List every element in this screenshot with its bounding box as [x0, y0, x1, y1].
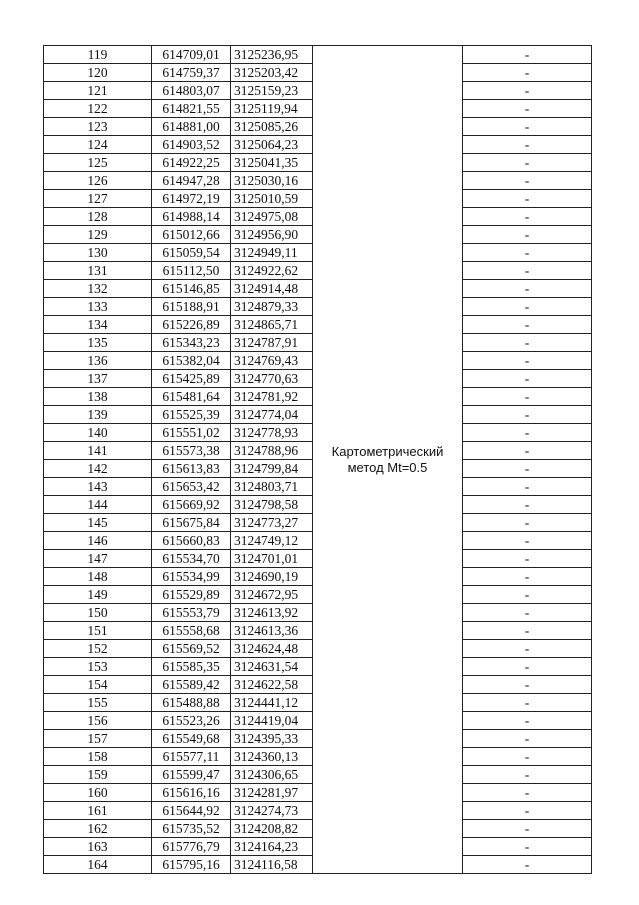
dash-cell: - [463, 262, 592, 280]
y-coordinate-cell: 3124975,08 [231, 208, 313, 226]
dash-cell: - [463, 838, 592, 856]
point-number-cell: 143 [44, 478, 152, 496]
y-coordinate-cell: 3124441,12 [231, 694, 313, 712]
y-coordinate-cell: 3125085,26 [231, 118, 313, 136]
x-coordinate-cell: 615488,88 [152, 694, 231, 712]
dash-cell: - [463, 676, 592, 694]
dash-cell: - [463, 532, 592, 550]
x-coordinate-cell: 615589,42 [152, 676, 231, 694]
point-number-cell: 164 [44, 856, 152, 874]
y-coordinate-cell: 3124116,58 [231, 856, 313, 874]
point-number-cell: 133 [44, 298, 152, 316]
y-coordinate-cell: 3124788,96 [231, 442, 313, 460]
dash-cell: - [463, 460, 592, 478]
x-coordinate-cell: 614972,19 [152, 190, 231, 208]
point-number-cell: 119 [44, 46, 152, 64]
x-coordinate-cell: 615012,66 [152, 226, 231, 244]
x-coordinate-cell: 615795,16 [152, 856, 231, 874]
y-coordinate-cell: 3124949,11 [231, 244, 313, 262]
y-coordinate-cell: 3124798,58 [231, 496, 313, 514]
point-number-cell: 131 [44, 262, 152, 280]
x-coordinate-cell: 615382,04 [152, 352, 231, 370]
dash-cell: - [463, 496, 592, 514]
x-coordinate-cell: 615558,68 [152, 622, 231, 640]
point-number-cell: 141 [44, 442, 152, 460]
point-number-cell: 126 [44, 172, 152, 190]
x-coordinate-cell: 615188,91 [152, 298, 231, 316]
y-coordinate-cell: 3124419,04 [231, 712, 313, 730]
x-coordinate-cell: 614709,01 [152, 46, 231, 64]
x-coordinate-cell: 615573,38 [152, 442, 231, 460]
dash-cell: - [463, 568, 592, 586]
y-coordinate-cell: 3124914,48 [231, 280, 313, 298]
x-coordinate-cell: 615599,47 [152, 766, 231, 784]
point-number-cell: 124 [44, 136, 152, 154]
point-number-cell: 120 [44, 64, 152, 82]
x-coordinate-cell: 614803,07 [152, 82, 231, 100]
y-coordinate-cell: 3124803,71 [231, 478, 313, 496]
x-coordinate-cell: 615481,64 [152, 388, 231, 406]
y-coordinate-cell: 3124770,63 [231, 370, 313, 388]
dash-cell: - [463, 406, 592, 424]
dash-cell: - [463, 424, 592, 442]
dash-cell: - [463, 820, 592, 838]
x-coordinate-cell: 615525,39 [152, 406, 231, 424]
point-number-cell: 160 [44, 784, 152, 802]
point-number-cell: 147 [44, 550, 152, 568]
x-coordinate-cell: 615616,16 [152, 784, 231, 802]
y-coordinate-cell: 3124774,04 [231, 406, 313, 424]
y-coordinate-cell: 3124865,71 [231, 316, 313, 334]
y-coordinate-cell: 3124622,58 [231, 676, 313, 694]
dash-cell: - [463, 370, 592, 388]
point-number-cell: 148 [44, 568, 152, 586]
y-coordinate-cell: 3124690,19 [231, 568, 313, 586]
point-number-cell: 146 [44, 532, 152, 550]
dash-cell: - [463, 226, 592, 244]
dash-cell: - [463, 136, 592, 154]
x-coordinate-cell: 615644,92 [152, 802, 231, 820]
point-number-cell: 158 [44, 748, 152, 766]
dash-cell: - [463, 244, 592, 262]
x-coordinate-cell: 614947,28 [152, 172, 231, 190]
x-coordinate-cell: 615343,23 [152, 334, 231, 352]
y-coordinate-cell: 3124274,73 [231, 802, 313, 820]
y-coordinate-cell: 3124701,01 [231, 550, 313, 568]
dash-cell: - [463, 730, 592, 748]
y-coordinate-cell: 3125064,23 [231, 136, 313, 154]
x-coordinate-cell: 614759,37 [152, 64, 231, 82]
dash-cell: - [463, 586, 592, 604]
y-coordinate-cell: 3125119,94 [231, 100, 313, 118]
point-number-cell: 122 [44, 100, 152, 118]
dash-cell: - [463, 442, 592, 460]
point-number-cell: 138 [44, 388, 152, 406]
x-coordinate-cell: 615577,11 [152, 748, 231, 766]
point-number-cell: 142 [44, 460, 152, 478]
y-coordinate-cell: 3124799,84 [231, 460, 313, 478]
y-coordinate-cell: 3124208,82 [231, 820, 313, 838]
y-coordinate-cell: 3124281,97 [231, 784, 313, 802]
x-coordinate-cell: 615425,89 [152, 370, 231, 388]
y-coordinate-cell: 3124613,92 [231, 604, 313, 622]
table-row [44, 46, 592, 64]
dash-cell: - [463, 640, 592, 658]
y-coordinate-cell: 3124395,33 [231, 730, 313, 748]
dash-cell: - [463, 802, 592, 820]
y-coordinate-cell: 3124672,95 [231, 586, 313, 604]
y-coordinate-cell: 3125159,23 [231, 82, 313, 100]
x-coordinate-cell: 615226,89 [152, 316, 231, 334]
dash-cell: - [463, 478, 592, 496]
y-coordinate-cell: 3125236,95 [231, 46, 313, 64]
x-coordinate-cell: 615653,42 [152, 478, 231, 496]
point-number-cell: 127 [44, 190, 152, 208]
x-coordinate-cell: 615146,85 [152, 280, 231, 298]
dash-cell: - [463, 784, 592, 802]
point-number-cell: 129 [44, 226, 152, 244]
point-number-cell: 157 [44, 730, 152, 748]
y-coordinate-cell: 3124773,27 [231, 514, 313, 532]
point-number-cell: 139 [44, 406, 152, 424]
x-coordinate-cell: 615059,54 [152, 244, 231, 262]
dash-cell: - [463, 280, 592, 298]
method-cell: Картометрический метод Mt=0.5 [313, 46, 463, 874]
dash-cell: - [463, 190, 592, 208]
x-coordinate-cell: 615529,89 [152, 586, 231, 604]
point-number-cell: 128 [44, 208, 152, 226]
point-number-cell: 159 [44, 766, 152, 784]
point-number-cell: 144 [44, 496, 152, 514]
y-coordinate-cell: 3124922,62 [231, 262, 313, 280]
dash-cell: - [463, 514, 592, 532]
x-coordinate-cell: 615569,52 [152, 640, 231, 658]
x-coordinate-cell: 615534,99 [152, 568, 231, 586]
dash-cell: - [463, 64, 592, 82]
dash-cell: - [463, 622, 592, 640]
point-number-cell: 149 [44, 586, 152, 604]
y-coordinate-cell: 3124624,48 [231, 640, 313, 658]
point-number-cell: 155 [44, 694, 152, 712]
x-coordinate-cell: 615613,83 [152, 460, 231, 478]
dash-cell: - [463, 658, 592, 676]
point-number-cell: 162 [44, 820, 152, 838]
y-coordinate-cell: 3124778,93 [231, 424, 313, 442]
point-number-cell: 125 [44, 154, 152, 172]
dash-cell: - [463, 388, 592, 406]
x-coordinate-cell: 615534,70 [152, 550, 231, 568]
dash-cell: - [463, 82, 592, 100]
point-number-cell: 163 [44, 838, 152, 856]
x-coordinate-cell: 615585,35 [152, 658, 231, 676]
point-number-cell: 161 [44, 802, 152, 820]
dash-cell: - [463, 766, 592, 784]
x-coordinate-cell: 615523,26 [152, 712, 231, 730]
y-coordinate-cell: 3124360,13 [231, 748, 313, 766]
dash-cell: - [463, 154, 592, 172]
y-coordinate-cell: 3125030,16 [231, 172, 313, 190]
x-coordinate-cell: 615549,68 [152, 730, 231, 748]
dash-cell: - [463, 748, 592, 766]
dash-cell: - [463, 550, 592, 568]
y-coordinate-cell: 3124769,43 [231, 352, 313, 370]
x-coordinate-cell: 615669,92 [152, 496, 231, 514]
point-number-cell: 153 [44, 658, 152, 676]
dash-cell: - [463, 316, 592, 334]
x-coordinate-cell: 615112,50 [152, 262, 231, 280]
point-number-cell: 152 [44, 640, 152, 658]
y-coordinate-cell: 3125203,42 [231, 64, 313, 82]
dash-cell: - [463, 172, 592, 190]
dash-cell: - [463, 712, 592, 730]
y-coordinate-cell: 3124781,92 [231, 388, 313, 406]
point-number-cell: 121 [44, 82, 152, 100]
y-coordinate-cell: 3124879,33 [231, 298, 313, 316]
coordinates-table [43, 45, 592, 874]
y-coordinate-cell: 3124787,91 [231, 334, 313, 352]
x-coordinate-cell: 614881,00 [152, 118, 231, 136]
x-coordinate-cell: 615660,83 [152, 532, 231, 550]
x-coordinate-cell: 614922,25 [152, 154, 231, 172]
y-coordinate-cell: 3124631,54 [231, 658, 313, 676]
point-number-cell: 136 [44, 352, 152, 370]
y-coordinate-cell: 3124164,23 [231, 838, 313, 856]
dash-cell: - [463, 856, 592, 874]
dash-cell: - [463, 334, 592, 352]
x-coordinate-cell: 615735,52 [152, 820, 231, 838]
point-number-cell: 156 [44, 712, 152, 730]
dash-cell: - [463, 46, 592, 64]
point-number-cell: 145 [44, 514, 152, 532]
y-coordinate-cell: 3124613,36 [231, 622, 313, 640]
point-number-cell: 132 [44, 280, 152, 298]
point-number-cell: 150 [44, 604, 152, 622]
x-coordinate-cell: 615551,02 [152, 424, 231, 442]
dash-cell: - [463, 604, 592, 622]
point-number-cell: 134 [44, 316, 152, 334]
dash-cell: - [463, 208, 592, 226]
y-coordinate-cell: 3125010,59 [231, 190, 313, 208]
coordinates-table-body [44, 46, 592, 874]
x-coordinate-cell: 614821,55 [152, 100, 231, 118]
x-coordinate-cell: 615675,84 [152, 514, 231, 532]
point-number-cell: 130 [44, 244, 152, 262]
x-coordinate-cell: 614903,52 [152, 136, 231, 154]
x-coordinate-cell: 615553,79 [152, 604, 231, 622]
y-coordinate-cell: 3124956,90 [231, 226, 313, 244]
point-number-cell: 151 [44, 622, 152, 640]
point-number-cell: 123 [44, 118, 152, 136]
dash-cell: - [463, 352, 592, 370]
dash-cell: - [463, 298, 592, 316]
y-coordinate-cell: 3125041,35 [231, 154, 313, 172]
x-coordinate-cell: 615776,79 [152, 838, 231, 856]
point-number-cell: 137 [44, 370, 152, 388]
dash-cell: - [463, 100, 592, 118]
dash-cell: - [463, 118, 592, 136]
dash-cell: - [463, 694, 592, 712]
point-number-cell: 140 [44, 424, 152, 442]
point-number-cell: 135 [44, 334, 152, 352]
y-coordinate-cell: 3124306,65 [231, 766, 313, 784]
point-number-cell: 154 [44, 676, 152, 694]
y-coordinate-cell: 3124749,12 [231, 532, 313, 550]
x-coordinate-cell: 614988,14 [152, 208, 231, 226]
